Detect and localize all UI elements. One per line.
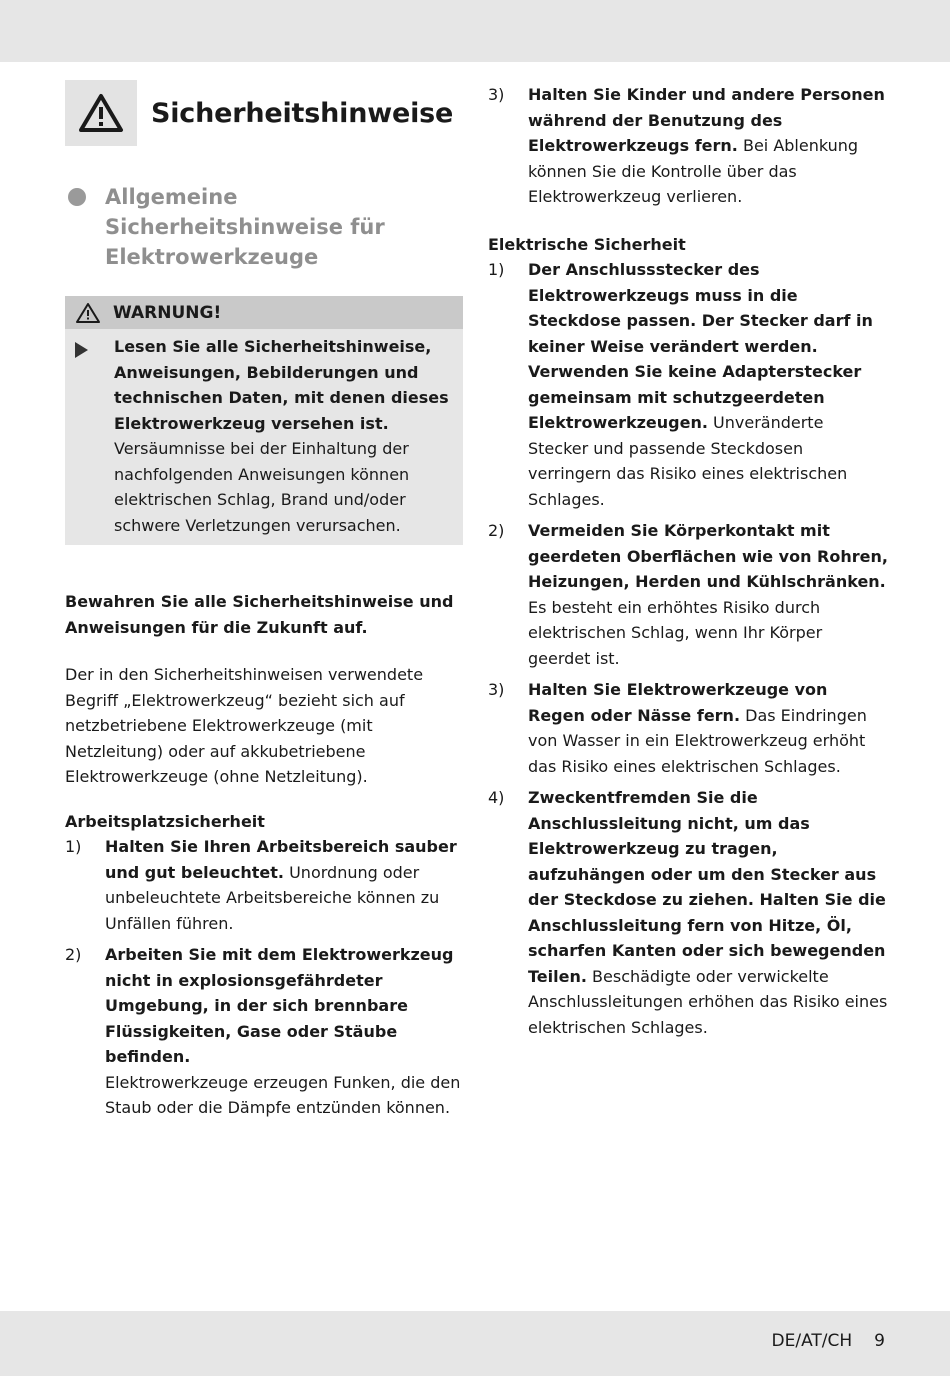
electrical-list <box>488 257 888 1040</box>
list-item <box>488 518 888 671</box>
item-number: 4) <box>488 788 505 807</box>
intro-paragraph: Der in den Sicherheitshinweisen verwendete Begriff „Elektrowerkzeug“ bezieht sich auf netzbetriebene Elektrowerkzeuge (mit Netzleitung) oder auf akkubetriebene Elektrowerkzeuge (ohne Netzleitung). <box>65 665 424 786</box>
list-item <box>65 834 463 936</box>
warning-plain-text: Versäumnisse bei der Einhaltung der nachfolgenden Anweisungen können elektrischen Schlag, Brand und/oder schwere Verletzungen verursachen. <box>114 439 410 535</box>
item-number: 1) <box>65 837 82 856</box>
item-number: 2) <box>65 945 82 964</box>
page-number: 9 <box>874 1331 885 1351</box>
header-band <box>0 0 950 62</box>
item-number: 1) <box>488 260 505 279</box>
keep-instructions-note <box>65 589 463 640</box>
item-text <box>528 82 888 210</box>
warning-label: WARNUNG! <box>113 302 222 323</box>
item-plain-text: Das Eindringen von Wasser in ein Elektrowerkzeug erhöht das Risiko eines elektrischen Schlages. <box>528 705 867 776</box>
item-bold-text: Vermeiden Sie Körperkontakt mit geerdeten Oberflächen wie von Rohren, Heizungen, Herden und Kühlschränken. <box>528 521 888 591</box>
subhead-title: Allgemeine Sicherheitshinweise für Elektrowerkzeuge <box>105 185 385 269</box>
item-bold-text: Arbeiten Sie mit dem Elektrowerkzeug nicht in explosionsgefährdeter Umgebung, in der sich brennbare Flüssigkeiten, Gase oder Stäube befinden. <box>105 945 454 1066</box>
item-plain-text: Es besteht ein erhöhtes Risiko durch elektrischen Schlag, wenn Ihr Körper geerdet ist. <box>528 597 823 668</box>
item-text <box>528 518 888 671</box>
list-item <box>488 257 888 512</box>
play-arrow-icon <box>75 342 88 358</box>
footer-region-code: DE/AT/CH <box>771 1331 853 1351</box>
item-number: 3) <box>488 85 505 104</box>
warning-triangle-icon <box>75 302 101 324</box>
bullet-dot <box>68 188 86 206</box>
keep-note-text: Bewahren Sie alle Sicherheitshinweise und Anweisungen für die Zukunft auf. <box>65 592 454 637</box>
item-plain-text: Unordnung oder unbeleuchtete Arbeitsbereiche können zu Unfällen führen. <box>105 862 440 933</box>
list-item <box>488 82 888 210</box>
item-bold-text: Halten Sie Ihren Arbeitsbereich sauber und gut beleuchtet. <box>105 837 457 882</box>
workplace-heading: Arbeitsplatzsicherheit <box>65 811 265 831</box>
list-item <box>488 677 888 779</box>
item-plain-text: Bei Ablenkung können Sie die Kontrolle über das Elektrowerkzeug verlieren. <box>528 136 859 206</box>
list-item <box>488 785 888 1040</box>
list-item <box>65 942 463 1121</box>
item-plain-text: Elektrowerkzeuge erzeugen Funken, die den Staub oder die Dämpfe entzünden können. <box>105 1072 461 1117</box>
title-row <box>65 80 463 146</box>
section-subhead <box>65 182 463 272</box>
item-text <box>105 834 463 936</box>
item-bold-text: Halten Sie Elektrowerkzeuge von Regen oder Nässe fern. <box>528 680 828 725</box>
left-column <box>65 80 463 1127</box>
item-bold-text: Der Anschlussstecker des Elektrowerkzeugs muss in die Steckdose passen. Der Stecker darf in keiner Weise verändert werden. Verwenden Sie keine Adapterstecker gemeinsam mit schutzgeerdeten Elektrowerkzeugen. <box>528 260 873 432</box>
item-number: 3) <box>488 680 505 699</box>
footer <box>772 1331 885 1351</box>
warning-box <box>65 296 463 545</box>
item-bold-text: Halten Sie Kinder und andere Personen während der Benutzung des Elektrowerkzeugs fern. <box>528 85 885 155</box>
workplace-list <box>65 834 463 1121</box>
warning-triangle-icon <box>65 80 137 146</box>
warning-body <box>65 329 463 545</box>
item-text <box>528 257 888 512</box>
page-title: Sicherheitshinweise <box>151 97 454 129</box>
item-plain-text: Unveränderte Stecker und passende Steckdosen verringern das Risiko eines elektrischen Schlages. <box>528 413 848 509</box>
item-number: 2) <box>488 521 505 540</box>
item-text <box>105 942 463 1121</box>
warning-header <box>65 296 463 329</box>
electrical-heading: Elektrische Sicherheit <box>488 234 686 254</box>
right-column <box>488 82 888 1046</box>
warning-bold-text: Lesen Sie alle Sicherheitshinweise, Anweisungen, Bebilderungen und technischen Daten, mit denen dieses Elektrowerkzeug versehen ist. <box>114 337 449 433</box>
item-text <box>528 677 888 779</box>
item-plain-text: Beschädigte oder verwickelte Anschlussleitungen erhöhen das Risiko eines elektrischen Schlages. <box>528 966 888 1037</box>
item-bold-text: Zweckentfremden Sie die Anschlussleitung nicht, um das Elektrowerkzeug zu tragen, aufzuhängen oder um den Stecker aus der Steckdose zu ziehen. Halten Sie die Anschlussleitung fern von Hitze, Öl, scharfen Kanten oder sich bewegenden Teilen. <box>528 788 886 986</box>
item-text <box>528 785 888 1040</box>
warning-text <box>114 334 453 538</box>
